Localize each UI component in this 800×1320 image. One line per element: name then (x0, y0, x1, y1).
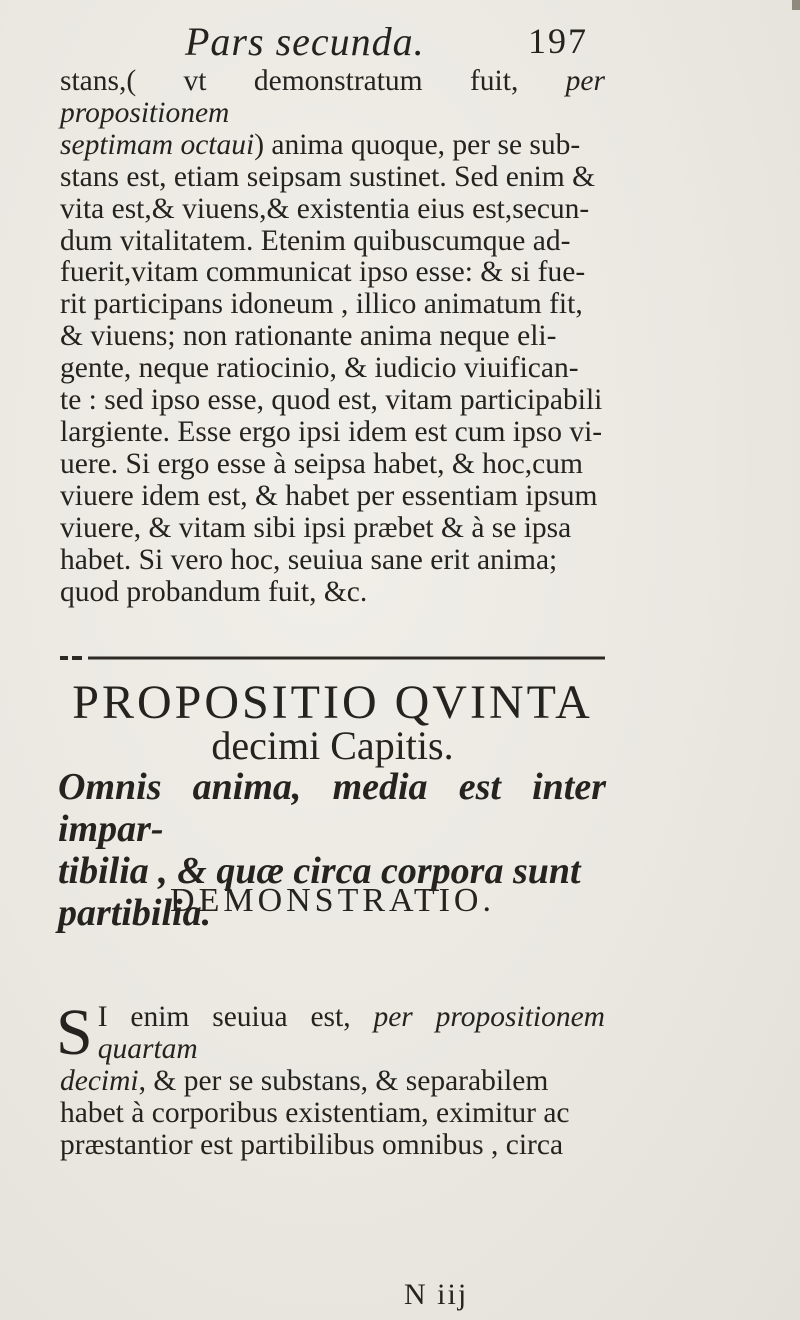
page-corner-mark (792, 0, 800, 10)
proposition-title: PROPOSITIO QVINTA (72, 676, 593, 729)
demonstration-paragraph (56, 996, 605, 1162)
proposition-subtitle: decimi Capitis. (211, 723, 454, 768)
text-line: viuere, & vitam sibi ipsi præbet & à se ipsa (60, 511, 572, 544)
text-line: stans est, etiam seipsam sustinet. Sed enim & (60, 160, 596, 193)
demonstration-title: DEMONSTRATIO. (170, 882, 495, 919)
text-line: partibilia. (58, 892, 212, 934)
text-line: præstantior est partibilibus omnibus , circa (60, 1128, 564, 1161)
running-head: Pars secunda. (185, 19, 425, 64)
page-number: 197 (528, 21, 588, 61)
text-line: & viuens; non rationante anima neque eli- (60, 320, 557, 353)
text-line: uere. Si ergo esse à seipsa habet, & hoc,cum (60, 447, 583, 480)
text-line: dum vitalitatem. Etenim quibuscumque ad- (60, 224, 571, 257)
text-line: decimi, & per se substans, & separabilem (60, 1064, 549, 1097)
text-line: tibilia , & quæ circa corpora sunt (58, 850, 581, 892)
text-line: gente, neque ratiocinio, & iudicio viuifican- (60, 352, 579, 385)
text-line: Omnis anima, media est inter impar- (58, 766, 606, 850)
text-line: rit participans idoneum , illico animatum fit, (60, 288, 583, 321)
text-line: largiente. Esse ergo ipsi idem est cum ipso vi- (60, 415, 603, 448)
signature-mark: N iij (404, 1278, 469, 1311)
text-line: vita est,& viuens,& existentia eius est,secun- (60, 192, 590, 225)
section-divider (60, 655, 605, 661)
text-line: habet. Si vero hoc, seuiua sane erit anima; (60, 543, 558, 576)
text-line: stans,( vt demonstratum fuit, per propositionem (60, 65, 605, 129)
text-line: viuere idem est, & habet per essentiam ipsum (60, 479, 598, 512)
drop-capital: S (56, 996, 93, 1069)
text-line: fuerit,vitam communicat ipso esse: & si fue- (60, 256, 586, 289)
text-line: septimam octaui) anima quoque, per se sub- (60, 128, 581, 161)
text-line: habet à corporibus existentiam, eximitur ac (60, 1096, 570, 1129)
text-line: te : sed ipso esse, quod est, vitam participabili (60, 384, 603, 417)
text-line: I enim seuiua est, per propositionem quartam (97, 1001, 605, 1065)
top-paragraph (60, 66, 605, 608)
text-line: quod probandum fuit, &c. (60, 575, 368, 608)
page-header (0, 18, 800, 68)
